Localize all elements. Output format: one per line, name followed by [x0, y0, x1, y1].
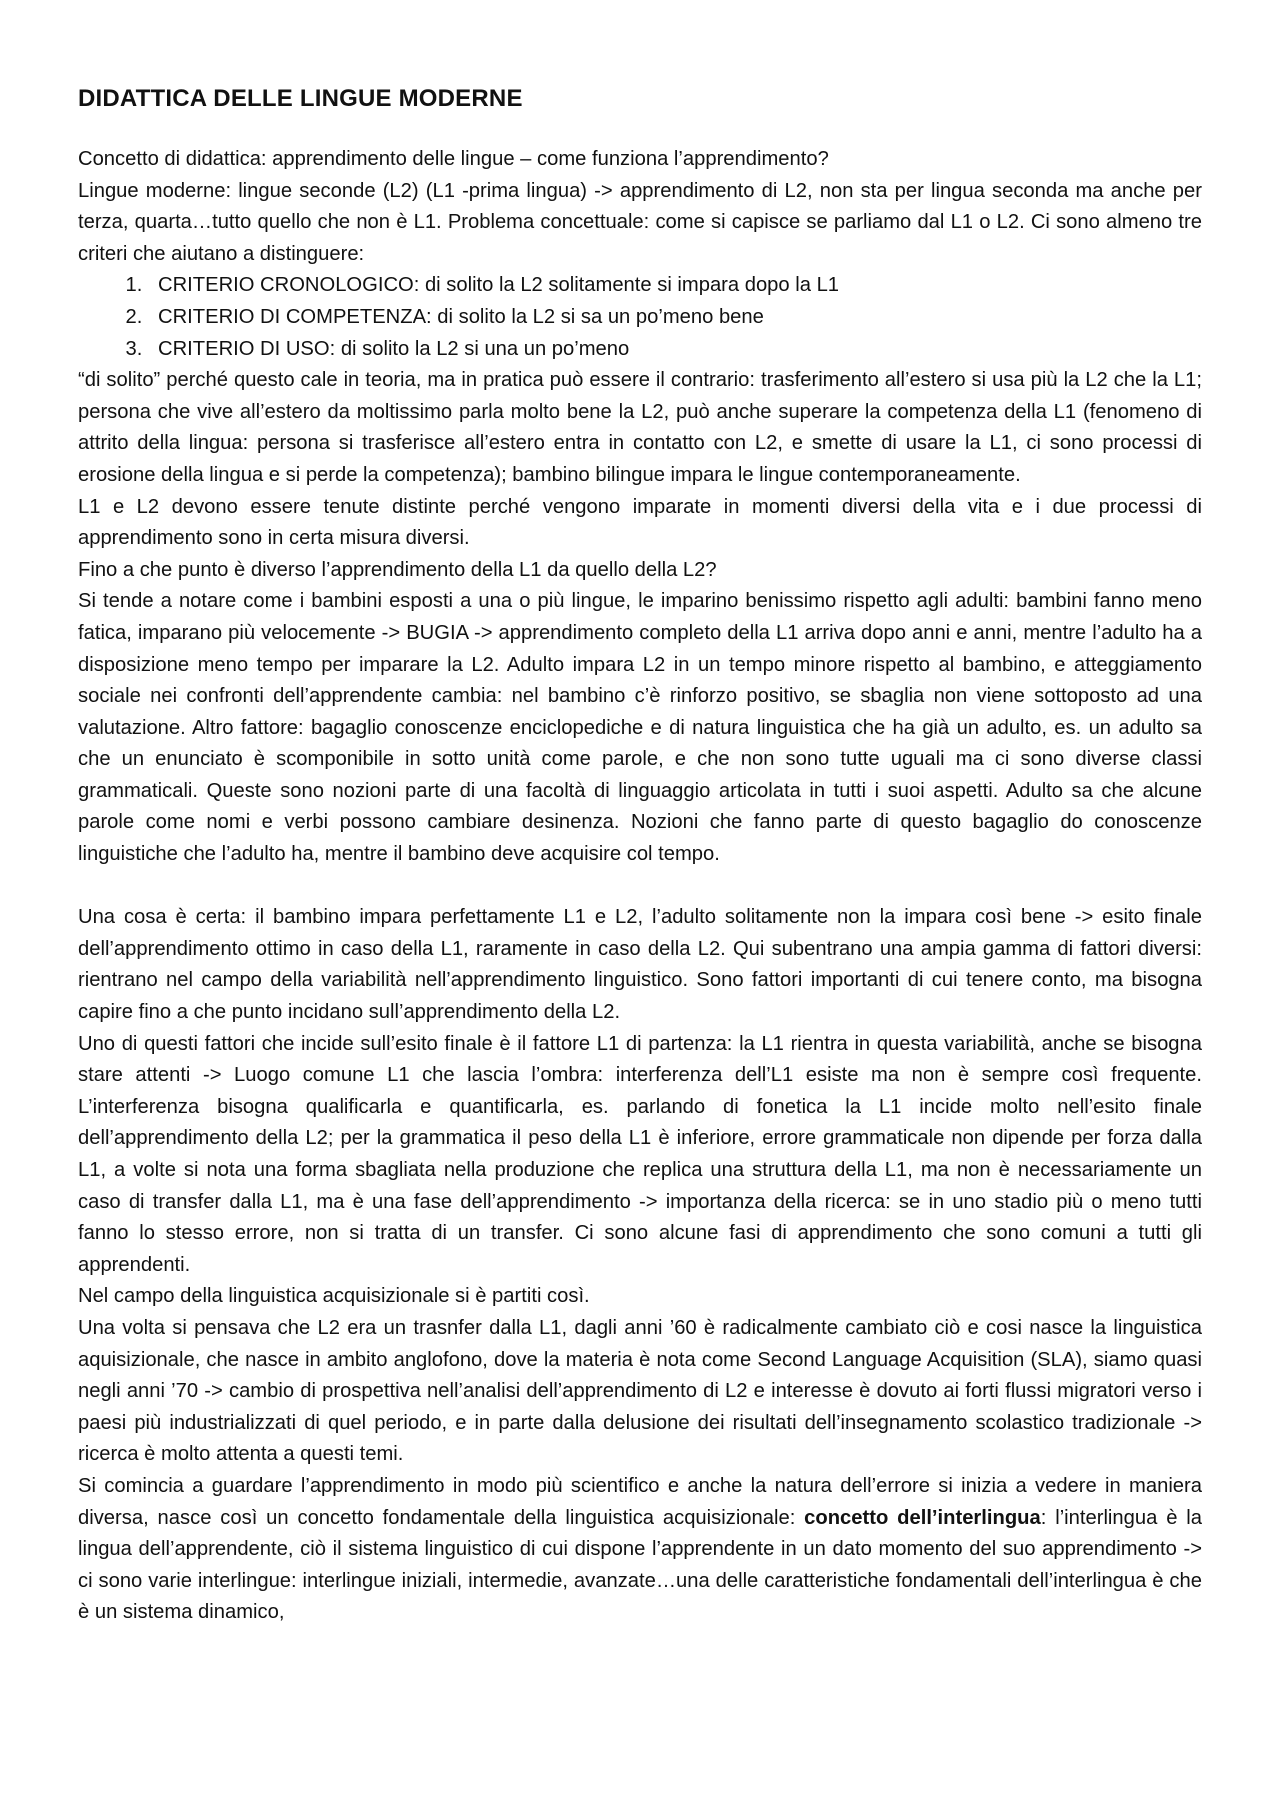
paragraph-linguistica-acquisizionale: Nel campo della linguistica acquisizionale si è partiti così.: [78, 1285, 590, 1308]
intro-paragraph-2: Lingue moderne: lingue seconde (L2) (L1 -prima lingua) -> apprendimento di L2, non sta per lingua seconda ma anche per terza, quarta…tutto quello che non è L1. Problema concettuale: come si capisce se parliamo dal L1 o L2. Ci sono almeno tre criteri che aiutano a distinguere:: [78, 179, 1202, 265]
criteria-list: [78, 270, 1202, 365]
paragraph-bambini-adulti: Si tende a notare come i bambini esposti a una o più lingue, le imparino benissimo rispetto agli adulti: bambini fanno meno fatica, imparano più velocemente -> BUGIA -> apprendimento completo della L1 arriva dopo anni e anni, mentre l’adulto ha a disposizione meno tempo per imparare la L2. Adulto impara L2 in un tempo minore rispetto al bambino, e atteggiamento sociale nei confronti dell’apprendente cambia: nel bambino c’è rinforzo positivo, se sbaglia non viene sottoposto ad una valutazione. Altro fattore: bagaglio conoscenze enciclopediche e di natura linguistica che ha già un adulto, es. un adulto sa che un enunciato è scomponibile in sotto unità come parole, e che non sono tutte uguali ma ci sono diverse classi grammaticali. Queste sono nozioni parte di una facoltà di linguaggio articolata in tutti i suoi aspetti. Adulto sa che alcune parole come nomi e verbi possono cambiare desinenza. Nozioni che fanno parte di questo bagaglio do conoscenze linguistiche che l’adulto ha, mentre il bambino deve acquisire col tempo.: [78, 590, 1202, 866]
document-title: DIDATTICA DELLE LINGUE MODERNE: [78, 85, 523, 112]
paragraph-di-solito: “di solito” perché questo cale in teoria, ma in pratica può essere il contrario: trasferimento all’estero si usa più la L2 che la L1; persona che vive all’estero da moltissimo parla molto bene la L2, può anche superare la competenza della L1 (fenomeno di attrito della lingua: persona si trasferisce all’estero entra in contatto con L2, e smette di usare la L1, ci sono processi di erosione della lingua e si perde la competenza); bambino bilingue impara le lingue contemporaneamente.: [78, 369, 1202, 486]
intro-paragraph-1: Concetto di didattica: apprendimento delle lingue – come funziona l’apprendimento?: [78, 148, 829, 170]
criteria-item-competenza: 2. CRITERIO DI COMPETENZA: di solito la L2 si sa un po’meno bene: [148, 302, 1202, 334]
paragraph-fattore-l1: Uno di questi fattori che incide sull’esito finale è il fattore L1 di partenza: la L1 rientra in questa variabilità, anche se bisogna stare attenti -> Luogo comune L1 che lascia l’ombra: interferenza dell’L1 esiste ma non è sempre così frequente. L’interferenza bisogna qualificarla e quantificarla, es. parlando di fonetica la L1 incide molto nell’esito finale dell’apprendimento della L2; per la grammatica il peso della L1 è inferiore, errore grammaticale non dipende per forza dalla L1, a volte si nota una forma sbagliata nella produzione che replica una struttura della L1, ma non è necessariamente un caso di transfer dalla L1, ma è una fase dell’apprendimento -> importanza della ricerca: se in uno stadio più o meno tutti fanno lo stesso errore, non si tratta di un transfer. Ci sono alcune fasi di apprendimento che sono comuni a tutti gli apprendenti.: [78, 1032, 1202, 1276]
paragraph-interlingua: [78, 1471, 1202, 1629]
paragraph-gap: [78, 871, 1202, 903]
interlingua-text-before: Si comincia a guardare l’apprendimento in modo più scientifico e anche la natura dell’errore si inizia a vedere in maniera diversa, nasce così un concetto fondamentale della linguistica acquisizionale:: [78, 1474, 1202, 1529]
paragraph-question: Fino a che punto è diverso l’apprendimento della L1 da quello della L2?: [78, 558, 717, 581]
paragraph-l1-l2-distinte: L1 e L2 devono essere tenute distinte perché vengono imparate in momenti diversi della vita e i due processi di apprendimento sono in certa misura diversi.: [78, 495, 1202, 550]
criteria-item-uso: 3. CRITERIO DI USO: di solito la L2 si una un po’meno: [148, 334, 1202, 366]
paragraph-cosa-certa: Una cosa è certa: il bambino impara perfettamente L1 e L2, l’adulto solitamente non la impara così bene -> esito finale dell’apprendimento ottimo in caso della L1, raramente in caso della L2. Qui subentrano una ampia gamma di fattori diversi: rientrano nel campo della variabilità nell’apprendimento linguistico. Sono fattori importanti di cui tenere conto, ma bisogna capire fino a che punto incidano sull’apprendimento della L2.: [78, 906, 1202, 1024]
interlingua-text-after: : l’interlingua è la lingua dell’apprendente, ciò il sistema linguistico di cui dispone l’apprendente in un dato momento del suo apprendimento -> ci sono varie interlingue: interlingue iniziali, intermedie, avanzate…una delle caratteristiche fondamentali dell’interlingua è che è un sistema dinamico,: [78, 1506, 1202, 1624]
interlingua-bold-term: concetto dell’interlingua: [804, 1506, 1041, 1529]
paragraph-sla: Una volta si pensava che L2 era un trasnfer dalla L1, dagli anni ’60 è radicalmente cambiato ciò e cosi nasce la linguistica aquisizionale, che nasce in ambito anglofono, dove la materia è nota come Second Language Acquisition (SLA), siamo quasi negli anni ’70 -> cambio di prospettiva nell’analisi dell’apprendimento di L2 e interesse è dovuto ai forti flussi migratori verso i paesi più industrializzati di quel periodo, e in parte dalla delusione dei risultati dell’insegnamento scolastico tradizionale -> ricerca è molto attenta a questi temi.: [78, 1316, 1202, 1466]
criteria-item-cronologico: 1. CRITERIO CRONOLOGICO: di solito la L2 solitamente si impara dopo la L1: [148, 270, 1202, 302]
